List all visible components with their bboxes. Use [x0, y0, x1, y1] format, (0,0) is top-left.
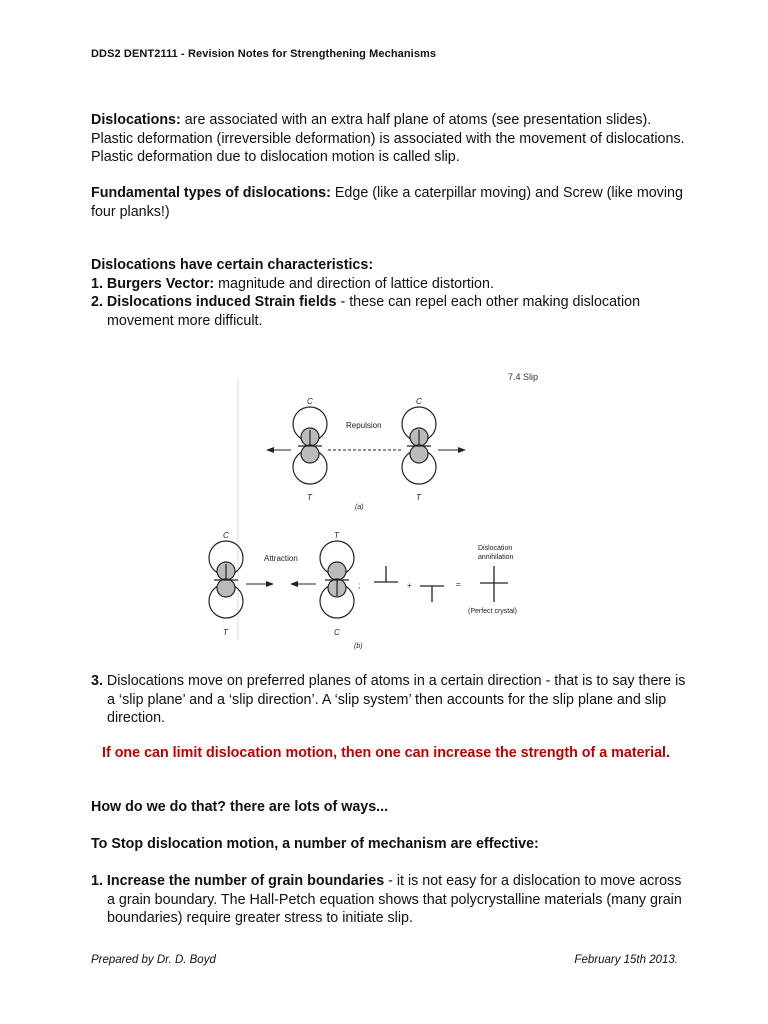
footer-date: February 15th 2013.	[574, 954, 678, 966]
question-mechanisms: To Stop dislocation motion, a number of mechanism are effective:	[91, 836, 539, 852]
fundamental-types-label: Fundamental types of dislocations:	[91, 185, 331, 201]
characteristics-section	[91, 256, 691, 330]
svg-text:=: =	[456, 580, 461, 589]
dislocation-figure	[190, 368, 560, 658]
dislocations-label: Dislocations:	[91, 112, 181, 128]
dislocations-text: are associated with an extra half plane of atoms (see presentation slides). Plastic deformation (irreversible deformation) is associated with the movement of dislocations. Plastic deformation due to dislocation motion is called slip.	[91, 112, 685, 165]
caption-b: (b)	[354, 643, 363, 650]
svg-text:;: ;	[358, 581, 361, 590]
grain-boundaries-item: 1. Increase the number of grain boundaries - it is not easy for a dislocation to move across a grain boundary. The Hall-Petch equation shows that polycrystalline materials (many grain boundaries) require greater stress to initiate slip.	[91, 873, 682, 926]
repulsion-label: Repulsion	[346, 421, 382, 430]
paragraph-dislocations	[91, 111, 691, 167]
highlight-statement: If one can limit dislocation motion, then one can increase the strength of a material.	[101, 745, 670, 761]
characteristic-item-2: 2. Dislocations induced Strain fields - these can repel each other making dislocation movement more difficult.	[91, 294, 641, 329]
svg-text:T: T	[416, 493, 421, 502]
dislocation-pair-a1	[293, 407, 327, 484]
characteristic-item-1: 1. Burgers Vector: magnitude and direction of lattice distortion.	[91, 275, 494, 292]
perfect-crystal-label: (Perfect crystal)	[468, 608, 518, 615]
svg-text:C: C	[334, 628, 340, 637]
fundamental-types-text: Edge (like a caterpillar moving) and Screw (like moving four planks!)	[91, 185, 683, 220]
svg-text:T: T	[223, 628, 228, 637]
dislocation-pair-b2	[320, 541, 354, 618]
svg-text:C: C	[307, 397, 313, 406]
svg-text:T: T	[307, 493, 312, 502]
characteristic-item-3: 3. Dislocations move on preferred planes of atoms in a certain direction - that is to say there is a ‘slip plane’ and a ‘slip direction’. A ‘slip system’ then accounts for the slip plane and slip direction.	[91, 673, 686, 726]
caption-a: (a)	[355, 504, 364, 511]
document-header: DDS2 DENT2111 - Revision Notes for Strengthening Mechanisms	[91, 48, 437, 60]
svg-text:C: C	[223, 531, 229, 540]
footer-author: Prepared by Dr. D. Boyd	[91, 954, 216, 966]
svg-text:C: C	[416, 397, 422, 406]
svg-text:T: T	[334, 531, 339, 540]
svg-text:+: +	[407, 581, 412, 590]
attraction-label: Attraction	[264, 554, 298, 563]
annihilation-label-2: annihilation	[478, 554, 514, 561]
paragraph-fundamental-types	[91, 184, 691, 221]
figure-corner-label: 7.4 Slip	[508, 372, 539, 382]
characteristics-heading: Dislocations have certain characteristics:	[91, 257, 374, 273]
annihilation-label-1: Dislocation	[478, 545, 513, 552]
dislocation-pair-a2	[402, 407, 436, 484]
question-how: How do we do that? there are lots of ways...	[91, 799, 389, 815]
